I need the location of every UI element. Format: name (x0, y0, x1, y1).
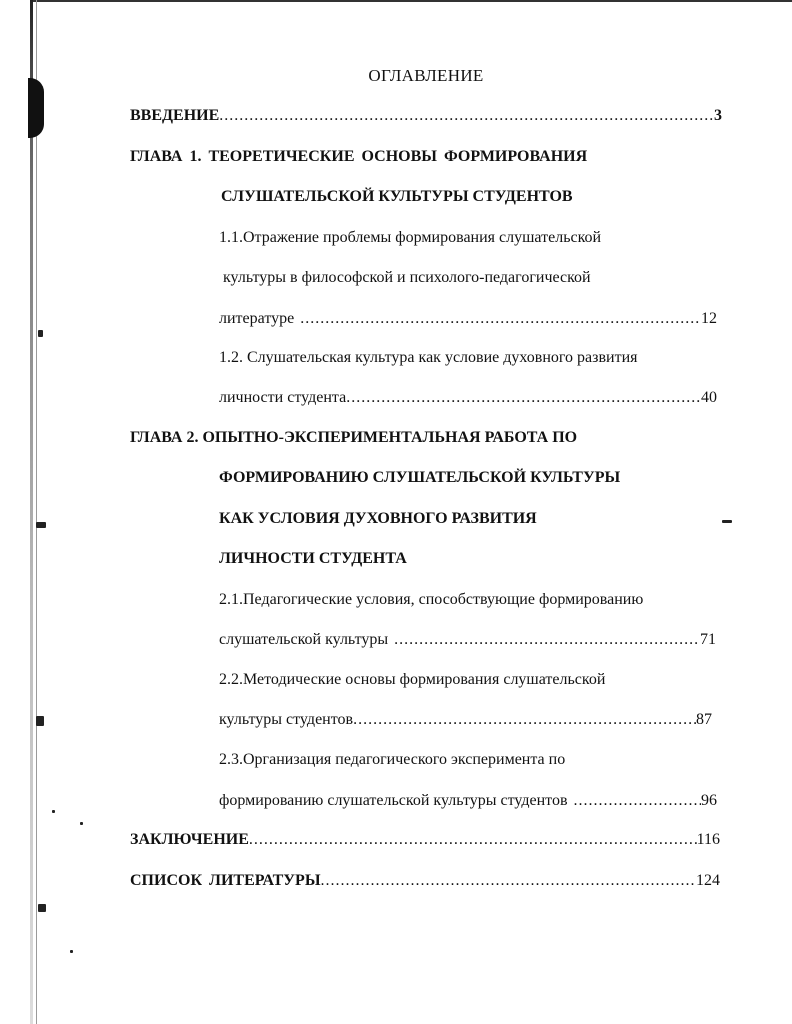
scan-left-edge (30, 0, 33, 1024)
scan-speck (52, 810, 55, 813)
toc-entry-page: 116 (696, 831, 720, 848)
toc-entry-label: слушательской культуры (219, 631, 389, 648)
dot-leader (574, 792, 702, 810)
toc-entry-page: 40 (701, 389, 717, 406)
toc-entry-label: личности студента (219, 389, 347, 406)
toc-entry-page: 71 (700, 631, 716, 648)
scan-speck (722, 520, 732, 523)
toc-entry-page: 3 (714, 107, 722, 124)
toc-entry-2-2 (219, 711, 712, 729)
toc-entry-page: 87 (696, 711, 712, 728)
scan-speck (38, 330, 43, 337)
toc-entry-1-1 (219, 310, 717, 328)
dot-leader (394, 631, 700, 649)
page-title: ОГЛАВЛЕНИЕ (368, 66, 484, 85)
chapter2-heading-cont: ФОРМИРОВАНИЮ СЛУШАТЕЛЬСКОЙ КУЛЬТУРЫ (219, 469, 621, 486)
section-1-1-title: 1.1.Отражение проблемы формирования слушательской (219, 229, 602, 246)
toc-entry-label: СПИСОК ЛИТЕРАТУРЫ (130, 872, 321, 889)
scan-top-edge (30, 0, 792, 2)
toc-entry-1-2 (219, 389, 717, 407)
toc-entry-page: 124 (696, 872, 720, 889)
section-1-2-title: 1.2. Слушательская культура как условие духовного развития (219, 349, 638, 366)
section-2-3-title: 2.3.Организация педагогического эксперимента по (219, 751, 566, 768)
toc-entry-conclusion (130, 831, 720, 849)
toc-entry-page: 96 (701, 792, 717, 809)
dot-leader (346, 389, 701, 407)
scan-speck (70, 950, 73, 953)
section-2-2-title: 2.2.Методические основы формирования слушательской (219, 671, 606, 688)
scan-speck (80, 822, 83, 825)
toc-entry-label: ВВЕДЕНИЕ (130, 107, 220, 124)
scan-speck (36, 716, 44, 726)
toc-entry-2-1 (219, 631, 716, 649)
scan-speck (36, 522, 46, 528)
scan-blot (28, 78, 44, 138)
chapter2-heading-cont: ЛИЧНОСТИ СТУДЕНТА (219, 550, 407, 567)
dot-leader (219, 107, 714, 125)
scan-speck (38, 904, 46, 912)
toc-entry-2-3 (219, 792, 717, 810)
chapter2-heading-cont: КАК УСЛОВИЯ ДУХОВНОГО РАЗВИТИЯ (219, 510, 537, 527)
dot-leader (300, 310, 701, 328)
toc-entry-label: ЗАКЛЮЧЕНИЕ (130, 831, 249, 848)
dot-leader (353, 711, 696, 729)
scan-left-edge-inner (36, 0, 37, 1024)
chapter2-heading: ГЛАВА 2. ОПЫТНО-ЭКСПЕРИМЕНТАЛЬНАЯ РАБОТА ПО (130, 429, 578, 446)
toc-entry-references (130, 872, 720, 890)
chapter1-heading: ГЛАВА 1. ТЕОРЕТИЧЕСКИЕ ОСНОВЫ ФОРМИРОВАНИЯ (130, 148, 588, 165)
toc-entry-intro (130, 107, 722, 125)
section-2-1-title: 2.1.Педагогические условия, способствующие формированию (219, 591, 644, 608)
toc-entry-page: 12 (701, 310, 717, 327)
toc-entry-label: литературе (219, 310, 295, 327)
dot-leader (249, 831, 697, 849)
dot-leader (321, 872, 696, 890)
toc-entry-label: культуры студентов (219, 711, 354, 728)
section-1-1-title-cont: культуры в философской и психолого-педагогической (223, 269, 591, 286)
chapter1-heading-cont: СЛУШАТЕЛЬСКОЙ КУЛЬТУРЫ СТУДЕНТОВ (221, 188, 573, 205)
toc-entry-label: формированию слушательской культуры студентов (219, 792, 568, 809)
